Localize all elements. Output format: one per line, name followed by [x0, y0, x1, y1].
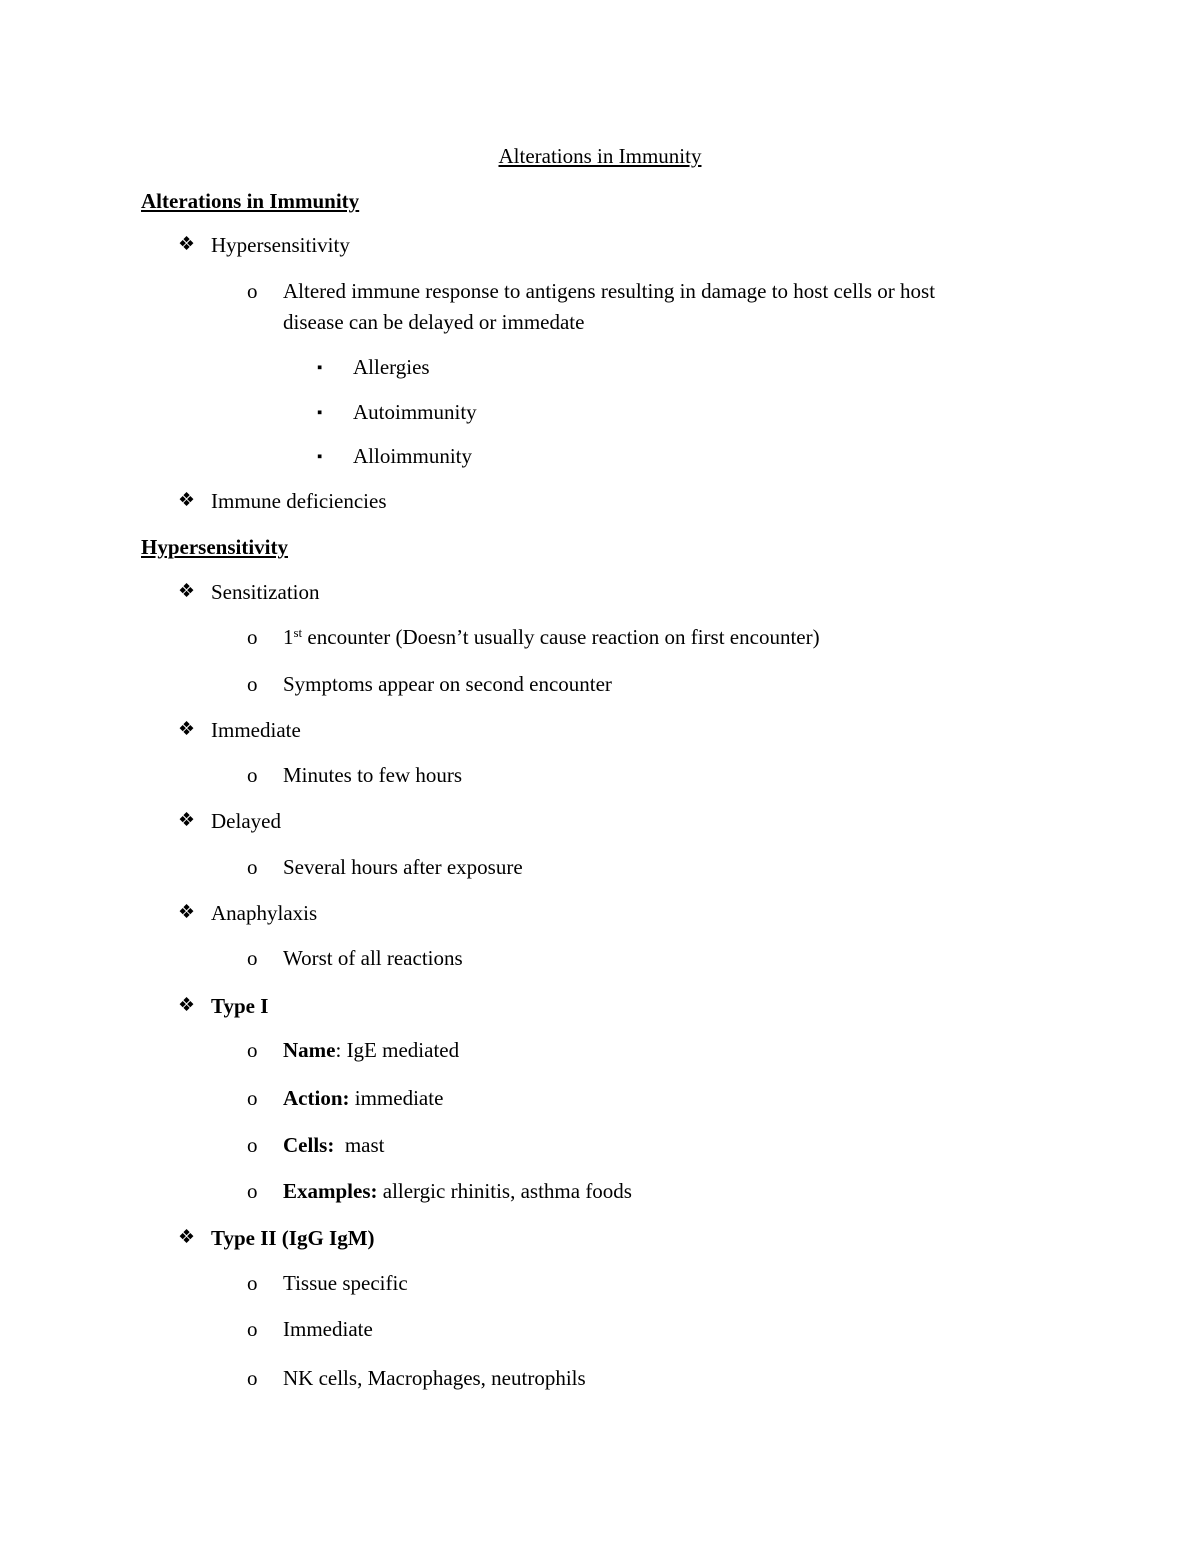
list-item-autoimmunity: Autoimmunity	[353, 400, 477, 424]
definition-line-2: disease can be delayed or immedate	[283, 310, 585, 334]
circle-bullet-icon: o	[247, 625, 258, 649]
list-item-type-i-action	[283, 1085, 443, 1111]
first-number: 1	[283, 625, 294, 649]
square-bullet-icon: ▪	[317, 405, 323, 421]
diamond-bullet-icon: ❖	[178, 719, 196, 740]
list-item-type-i-name	[283, 1037, 459, 1063]
diamond-bullet-icon: ❖	[178, 902, 196, 923]
diamond-bullet-icon: ❖	[178, 995, 196, 1016]
circle-bullet-icon: o	[247, 855, 258, 879]
list-item-type-i-examples	[283, 1178, 632, 1204]
definition-line-1: Altered immune response to antigens resulting in damage to host cells or host	[283, 279, 936, 303]
list-item-immediate: Immediate	[211, 718, 301, 742]
list-item-delayed-detail: Several hours after exposure	[283, 855, 523, 879]
examples-label: Examples:	[283, 1179, 378, 1203]
cells-label: Cells:	[283, 1133, 335, 1157]
cells-value: mast	[334, 1133, 385, 1157]
first-superscript: st	[293, 625, 303, 640]
action-value: immediate	[349, 1086, 444, 1110]
circle-bullet-icon: o	[247, 1086, 258, 1110]
circle-bullet-icon: o	[247, 672, 258, 696]
examples-value: allergic rhinitis, asthma foods	[377, 1179, 632, 1203]
section-heading-alterations: Alterations in Immunity	[141, 189, 360, 213]
square-bullet-icon: ▪	[317, 449, 323, 465]
list-item-type-ii-cells: NK cells, Macrophages, neutrophils	[283, 1366, 586, 1390]
circle-bullet-icon: o	[247, 1038, 258, 1062]
list-item-anaphylaxis-detail: Worst of all reactions	[283, 946, 463, 970]
circle-bullet-icon: o	[247, 1133, 258, 1157]
circle-bullet-icon: o	[247, 763, 258, 787]
list-item-type-ii: Type II (IgG IgM)	[211, 1226, 375, 1250]
name-value: : IgE mediated	[335, 1038, 460, 1062]
section-heading-hypersensitivity: Hypersensitivity	[141, 535, 288, 559]
list-item-delayed: Delayed	[211, 809, 281, 833]
list-item-sensitization: Sensitization	[211, 580, 320, 604]
circle-bullet-icon: o	[247, 1179, 258, 1203]
circle-bullet-icon: o	[247, 279, 258, 303]
diamond-bullet-icon: ❖	[178, 581, 196, 602]
list-item-first-encounter	[283, 624, 820, 650]
list-item-alloimmunity: Alloimmunity	[353, 444, 473, 468]
diamond-bullet-icon: ❖	[178, 1227, 196, 1248]
list-item-tissue-specific: Tissue specific	[283, 1271, 408, 1295]
list-item-type-i-cells	[283, 1132, 385, 1158]
list-item-second-encounter: Symptoms appear on second encounter	[283, 672, 612, 696]
first-encounter-text: encounter (Doesn’t usually cause reaction on first encounter)	[302, 625, 820, 649]
name-label: Name	[283, 1038, 336, 1062]
action-label: Action:	[283, 1086, 350, 1110]
diamond-bullet-icon: ❖	[178, 234, 196, 255]
list-item-immune-deficiencies: Immune deficiencies	[211, 489, 387, 513]
circle-bullet-icon: o	[247, 946, 258, 970]
circle-bullet-icon: o	[247, 1317, 258, 1341]
circle-bullet-icon: o	[247, 1271, 258, 1295]
list-item-hypersensitivity: Hypersensitivity	[211, 233, 350, 257]
list-item-type-i: Type I	[211, 994, 269, 1018]
list-item-immediate-detail: Minutes to few hours	[283, 763, 463, 787]
list-item-anaphylaxis: Anaphylaxis	[211, 901, 318, 925]
list-item-type-ii-immediate: Immediate	[283, 1317, 373, 1341]
diamond-bullet-icon: ❖	[178, 490, 196, 511]
circle-bullet-icon: o	[247, 1366, 258, 1390]
diamond-bullet-icon: ❖	[178, 810, 196, 831]
document-title: Alterations in Immunity	[498, 144, 702, 168]
list-item-allergies: Allergies	[353, 355, 430, 379]
square-bullet-icon: ▪	[317, 360, 323, 376]
